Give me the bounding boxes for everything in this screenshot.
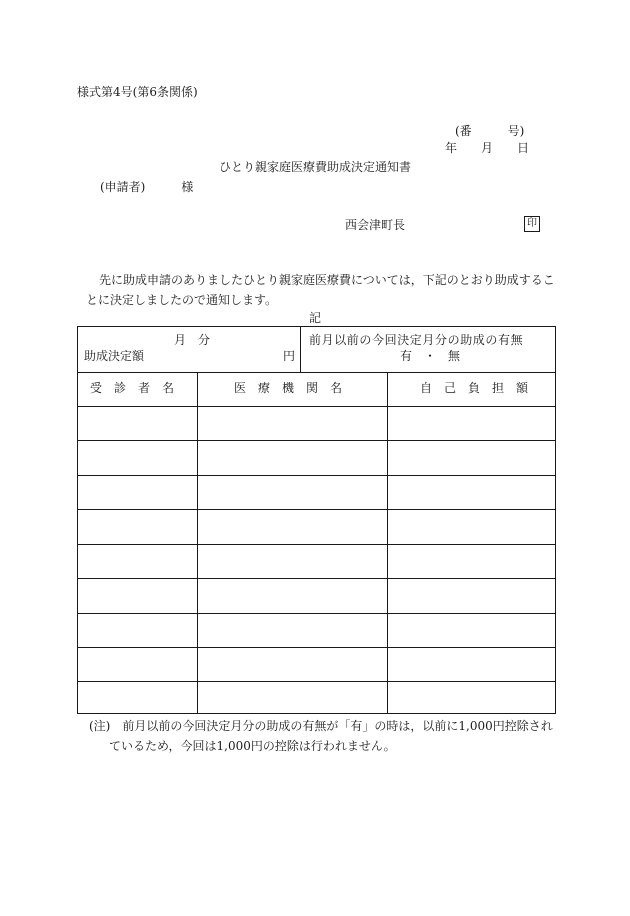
prior-subsidy-question: 前月以前の今回決定月分の助成の有無: [309, 333, 524, 347]
ki-heading: 記: [308, 311, 321, 325]
table-row: [78, 613, 555, 614]
col-divider-2: [387, 372, 388, 713]
yen-unit: 円: [283, 349, 296, 363]
note-line-1: (注) 前月以前の今回決定月分の助成の有無が「有」の時は，以前に1,000円控除され: [89, 719, 553, 733]
amount-label: 助成決定額: [84, 349, 145, 363]
form-number-label: 様式第4号(第6条関係): [77, 85, 198, 99]
col-divider-1: [197, 372, 198, 713]
document-number: (番 号): [455, 124, 525, 138]
table-row: [78, 681, 555, 682]
table-row: [78, 509, 555, 510]
subsidy-table: [77, 326, 556, 714]
body-text-line-1: 先に助成申請のありましたひとり親家庭医療費については，下記のとおり助成するこ: [99, 273, 555, 287]
header-institution-name: 医 療 機 関 名: [234, 381, 343, 395]
document-title: ひとり親家庭医療費助成決定通知書: [218, 160, 411, 174]
table-row: [78, 647, 555, 648]
prior-subsidy-options: 有 ・ 無: [400, 349, 461, 363]
table-rule: [78, 372, 555, 373]
header-patient-name: 受 診 者 名: [90, 381, 175, 395]
table-row: [78, 475, 555, 476]
table-row: [78, 440, 555, 441]
body-text-line-2: とに決定しましたので通知します。: [86, 293, 278, 307]
note-line-2: ているため，今回は1,000円の控除は行われません。: [109, 739, 396, 753]
table-rule: [78, 406, 555, 407]
top-divider: [300, 327, 301, 372]
applicant-addressee: (申請者) 様: [100, 180, 194, 194]
month-label: 月 分: [174, 333, 211, 347]
seal-stamp-box: 印: [524, 216, 540, 232]
table-row: [78, 578, 555, 579]
issuer-name: 西会津町長: [345, 218, 406, 232]
header-copayment: 自 己 負 担 額: [420, 381, 529, 395]
table-row: [78, 544, 555, 545]
document-date: 年 月 日: [445, 141, 530, 155]
